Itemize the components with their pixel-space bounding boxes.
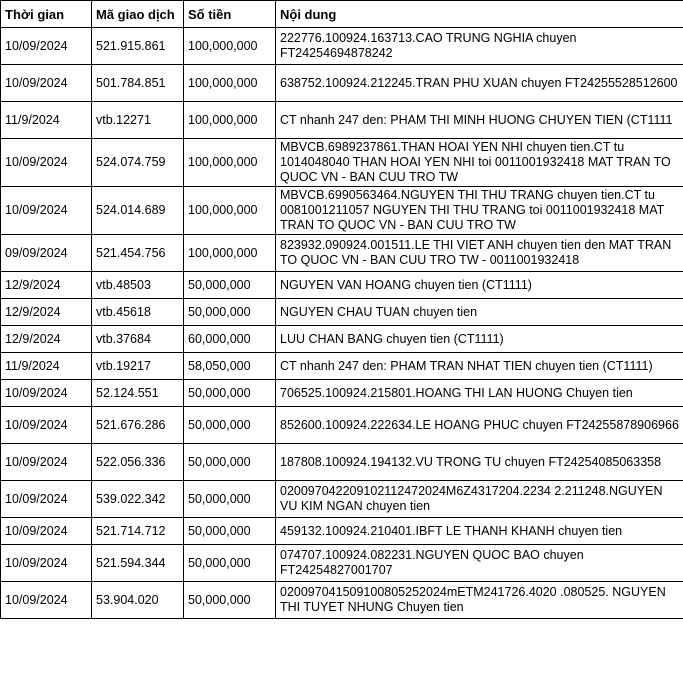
cell-code: vtb.45618 bbox=[92, 299, 184, 326]
cell-amount: 100,000,000 bbox=[184, 28, 276, 65]
table-row bbox=[1, 102, 683, 139]
header-date: Thời gian bbox=[1, 1, 92, 28]
cell-amount: 50,000,000 bbox=[184, 444, 276, 481]
header-row bbox=[1, 1, 683, 28]
cell-amount: 100,000,000 bbox=[184, 235, 276, 272]
cell-amount: 100,000,000 bbox=[184, 102, 276, 139]
cell-content: 852600.100924.222634.LE HOANG PHUC chuyen FT24255878906966 bbox=[276, 407, 683, 444]
table-row bbox=[1, 272, 683, 299]
cell-amount: 50,000,000 bbox=[184, 380, 276, 407]
cell-content: 638752.100924.212245.TRAN PHU XUAN chuyen FT24255528512600 bbox=[276, 65, 683, 102]
cell-code: 521.594.344 bbox=[92, 545, 184, 582]
table-row bbox=[1, 407, 683, 444]
cell-date: 10/09/2024 bbox=[1, 444, 92, 481]
cell-amount: 50,000,000 bbox=[184, 272, 276, 299]
cell-content: 074707.100924.082231.NGUYEN QUOC BAO chuyen FT24254827001707 bbox=[276, 545, 683, 582]
cell-code: vtb.37684 bbox=[92, 326, 184, 353]
cell-date: 11/9/2024 bbox=[1, 353, 92, 380]
cell-date: 10/09/2024 bbox=[1, 582, 92, 619]
table-row bbox=[1, 444, 683, 481]
cell-date: 10/09/2024 bbox=[1, 187, 92, 235]
cell-date: 12/9/2024 bbox=[1, 326, 92, 353]
cell-amount: 58,050,000 bbox=[184, 353, 276, 380]
table-row bbox=[1, 380, 683, 407]
cell-content: MBVCB.6990563464.NGUYEN THI THU TRANG chuyen tien.CT tu 0081001211057 NGUYEN THI THU TRANG toi 0011001932418 MAT TRAN TO QUOC VN - BAN CUU TRO TW bbox=[276, 187, 683, 235]
cell-code: vtb.48503 bbox=[92, 272, 184, 299]
cell-content: 706525.100924.215801.HOANG THI LAN HUONG Chuyen tien bbox=[276, 380, 683, 407]
cell-content: 823932.090924.001511.LE THI VIET ANH chuyen tien den MAT TRAN TO QUOC VN - BAN CUU TRO TW - 0011001932418 bbox=[276, 235, 683, 272]
header-content: Nội dung bbox=[276, 1, 683, 28]
cell-amount: 50,000,000 bbox=[184, 582, 276, 619]
table-row bbox=[1, 582, 683, 619]
cell-code: vtb.19217 bbox=[92, 353, 184, 380]
cell-date: 10/09/2024 bbox=[1, 380, 92, 407]
cell-content: CT nhanh 247 den: PHAM TRAN NHAT TIEN chuyen tien (CT1111) bbox=[276, 353, 683, 380]
cell-amount: 50,000,000 bbox=[184, 545, 276, 582]
cell-content: MBVCB.6989237861.THAN HOAI YEN NHI chuyen tien.CT tu 1014048040 THAN HOAI YEN NHI toi 0011001932418 MAT TRAN TO QUOC VN - BAN CUU TRO TW bbox=[276, 139, 683, 187]
cell-content: 187808.100924.194132.VU TRONG TU chuyen FT24254085063358 bbox=[276, 444, 683, 481]
cell-code: 522.056.336 bbox=[92, 444, 184, 481]
cell-amount: 50,000,000 bbox=[184, 518, 276, 545]
cell-code: 521.915.861 bbox=[92, 28, 184, 65]
table-row bbox=[1, 139, 683, 187]
cell-amount: 50,000,000 bbox=[184, 299, 276, 326]
cell-code: 501.784.851 bbox=[92, 65, 184, 102]
cell-code: 524.014.689 bbox=[92, 187, 184, 235]
cell-code: 539.022.342 bbox=[92, 481, 184, 518]
cell-content: 222776.100924.163713.CAO TRUNG NGHIA chuyen FT24254694878242 bbox=[276, 28, 683, 65]
cell-content: NGUYEN CHAU TUAN chuyen tien bbox=[276, 299, 683, 326]
cell-amount: 50,000,000 bbox=[184, 481, 276, 518]
cell-date: 09/09/2024 bbox=[1, 235, 92, 272]
cell-code: 53.904.020 bbox=[92, 582, 184, 619]
cell-amount: 100,000,000 bbox=[184, 65, 276, 102]
table-row bbox=[1, 545, 683, 582]
cell-content: CT nhanh 247 den: PHAM THI MINH HUONG CHUYEN TIEN (CT1111 bbox=[276, 102, 683, 139]
cell-code: 521.714.712 bbox=[92, 518, 184, 545]
cell-amount: 100,000,000 bbox=[184, 187, 276, 235]
table-row bbox=[1, 326, 683, 353]
cell-date: 11/9/2024 bbox=[1, 102, 92, 139]
cell-date: 10/09/2024 bbox=[1, 545, 92, 582]
cell-code: 52.124.551 bbox=[92, 380, 184, 407]
cell-date: 10/09/2024 bbox=[1, 28, 92, 65]
cell-date: 10/09/2024 bbox=[1, 518, 92, 545]
table-body bbox=[1, 28, 683, 619]
table-row bbox=[1, 353, 683, 380]
table-row bbox=[1, 299, 683, 326]
cell-date: 12/9/2024 bbox=[1, 299, 92, 326]
table-row bbox=[1, 187, 683, 235]
cell-code: 521.454.756 bbox=[92, 235, 184, 272]
cell-date: 12/9/2024 bbox=[1, 272, 92, 299]
cell-code: 521.676.286 bbox=[92, 407, 184, 444]
cell-date: 10/09/2024 bbox=[1, 481, 92, 518]
cell-amount: 60,000,000 bbox=[184, 326, 276, 353]
table-row bbox=[1, 65, 683, 102]
cell-date: 10/09/2024 bbox=[1, 65, 92, 102]
cell-code: vtb.12271 bbox=[92, 102, 184, 139]
table-row bbox=[1, 28, 683, 65]
header-code: Mã giao dịch bbox=[92, 1, 184, 28]
cell-amount: 50,000,000 bbox=[184, 407, 276, 444]
cell-content: NGUYEN VAN HOANG chuyen tien (CT1111) bbox=[276, 272, 683, 299]
cell-date: 10/09/2024 bbox=[1, 407, 92, 444]
header-amount: Số tiền bbox=[184, 1, 276, 28]
table-row bbox=[1, 481, 683, 518]
cell-date: 10/09/2024 bbox=[1, 139, 92, 187]
cell-content: 020097042209102112472024M6Z4317204.2234 2.211248.NGUYEN VU KIM NGAN chuyen tien bbox=[276, 481, 683, 518]
cell-content: LUU CHAN BANG chuyen tien (CT1111) bbox=[276, 326, 683, 353]
table-row bbox=[1, 518, 683, 545]
cell-code: 524.074.759 bbox=[92, 139, 184, 187]
table-row bbox=[1, 235, 683, 272]
cell-content: 459132.100924.210401.IBFT LE THANH KHANH chuyen tien bbox=[276, 518, 683, 545]
cell-amount: 100,000,000 bbox=[184, 139, 276, 187]
cell-content: 020097041509100805252024mETM241726.4020 .080525. NGUYEN THI TUYET NHUNG Chuyen tien bbox=[276, 582, 683, 619]
